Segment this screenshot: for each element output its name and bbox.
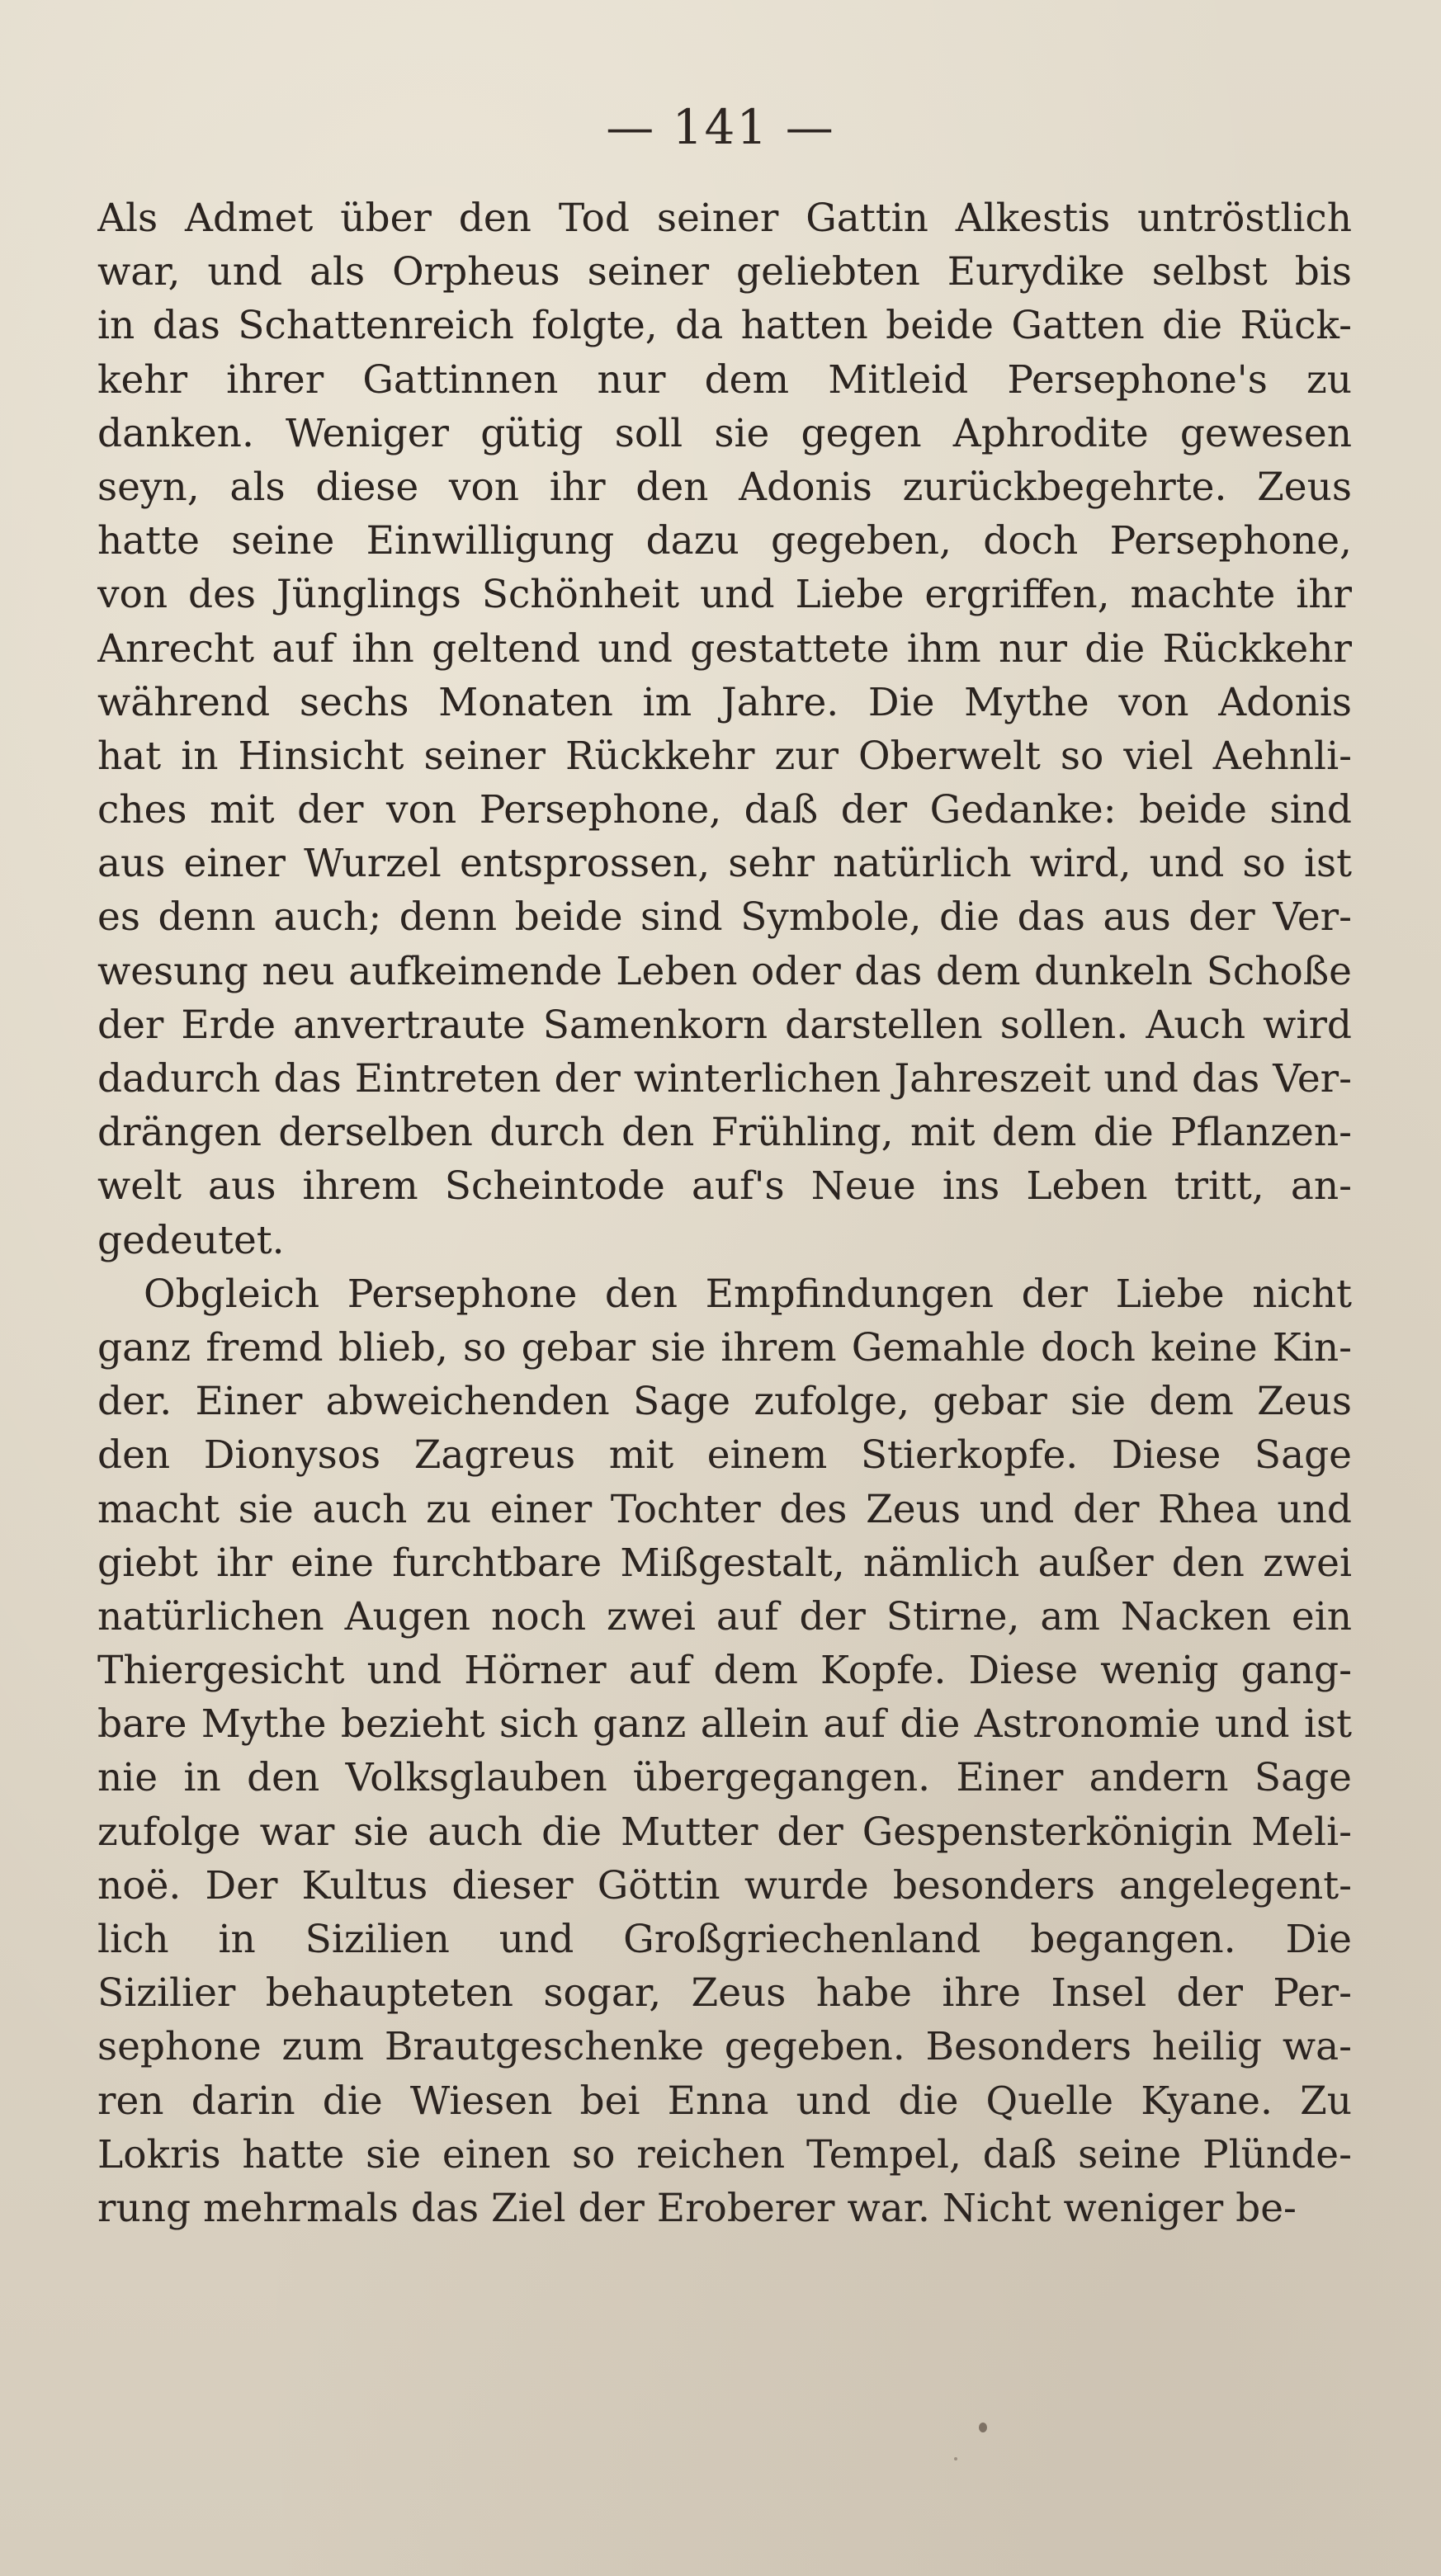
text-line: hatte seine Einwilligung dazu gegeben, doch Persephone, <box>97 518 1352 564</box>
text-line: danken. Weniger gütig soll sie gegen Aphrodite gewesen <box>97 410 1352 456</box>
text-line: sephone zum Brautgeschenke gegeben. Besonders heilig wa- <box>97 2024 1352 2070</box>
text-line: kehr ihrer Gattinnen nur dem Mitleid Persephone's zu <box>97 356 1352 403</box>
ink-speck <box>979 2423 987 2432</box>
text-line: den Dionysos Zagreus mit einem Stierkopfe. Diese Sage <box>97 1432 1352 1479</box>
text-line: noë. Der Kultus dieser Göttin wurde besonders angelegent- <box>97 1862 1352 1908</box>
text-line: dadurch das Eintreten der winterlichen Jahreszeit und das Ver- <box>97 1056 1352 1102</box>
text-line: gedeutet. <box>97 1217 285 1263</box>
text-line: zufolge war sie auch die Mutter der Gespensterkönigin Meli- <box>97 1809 1352 1855</box>
text-line: war, und als Orpheus seiner geliebten Eurydike selbst bis <box>97 249 1352 295</box>
text-line: von des Jünglings Schönheit und Liebe ergriffen, machte ihr <box>97 572 1352 618</box>
text-line: ren darin die Wiesen bei Enna und die Quelle Kyane. Zu <box>97 2078 1352 2124</box>
text-line: Thiergesicht und Hörner auf dem Kopfe. Diese wenig gang- <box>97 1648 1352 1694</box>
text-line: drängen derselben durch den Frühling, mit dem die Pflanzen- <box>97 1110 1352 1156</box>
text-line: der. Einer abweichenden Sage zufolge, gebar sie dem Zeus <box>97 1379 1352 1425</box>
text-line: macht sie auch zu einer Tochter des Zeus und der Rhea und <box>97 1486 1352 1532</box>
text-line: seyn, als diese von ihr den Adonis zurückbegehrte. Zeus <box>97 464 1352 510</box>
body-text <box>97 191 1352 2235</box>
text-line: hat in Hinsicht seiner Rückkehr zur Oberwelt so viel Aehnli- <box>97 733 1352 779</box>
text-line: natürlichen Augen noch zwei auf der Stirne, am Nacken ein <box>97 1593 1352 1639</box>
text-line: der Erde anvertraute Samenkorn darstellen sollen. Auch wird <box>97 1002 1352 1048</box>
text-line: aus einer Wurzel entsprossen, sehr natürlich wird, und so ist <box>97 841 1352 887</box>
text-line: rung mehrmals das Ziel der Eroberer war. Nicht weniger be- <box>97 2185 1297 2231</box>
text-line: Als Admet über den Tod seiner Gattin Alkestis untröstlich <box>97 196 1352 241</box>
text-line: bare Mythe bezieht sich ganz allein auf die Astronomie und ist <box>97 1701 1352 1748</box>
text-line: Anrecht auf ihn geltend und gestattete ihm nur die Rückkehr <box>97 625 1352 672</box>
text-line: in das Schattenreich folgte, da hatten beide Gatten die Rück- <box>97 303 1352 349</box>
ink-speck <box>954 2457 957 2460</box>
text-line: nie in den Volksglauben übergegangen. Einer andern Sage <box>97 1755 1352 1801</box>
text-line: Sizilier behaupteten sogar, Zeus habe ihre Insel der Per- <box>97 1970 1352 2017</box>
text-line: wesung neu aufkeimende Leben oder das dem dunkeln Schoße <box>97 948 1352 994</box>
text-line: Lokris hatte sie einen so reichen Tempel, daß seine Plünde- <box>97 2131 1352 2177</box>
text-line: Obgleich Persephone den Empfindungen der Liebe nicht <box>144 1271 1352 1317</box>
page-number: — 141 — <box>606 99 835 155</box>
text-line: ches mit der von Persephone, daß der Gedanke: beide sind <box>97 787 1352 833</box>
text-line: lich in Sizilien und Großgriechenland begangen. Die <box>97 1917 1352 1962</box>
text-line: es denn auch; denn beide sind Symbole, die das aus der Ver- <box>97 894 1352 941</box>
text-line: während sechs Monaten im Jahre. Die Mythe von Adonis <box>97 679 1352 725</box>
text-line: giebt ihr eine furchtbare Mißgestalt, nämlich außer den zwei <box>97 1540 1352 1586</box>
text-line: welt aus ihrem Scheintode auf's Neue ins Leben tritt, an- <box>97 1163 1352 1210</box>
text-line: ganz fremd blieb, so gebar sie ihrem Gemahle doch keine Kin- <box>97 1324 1352 1371</box>
